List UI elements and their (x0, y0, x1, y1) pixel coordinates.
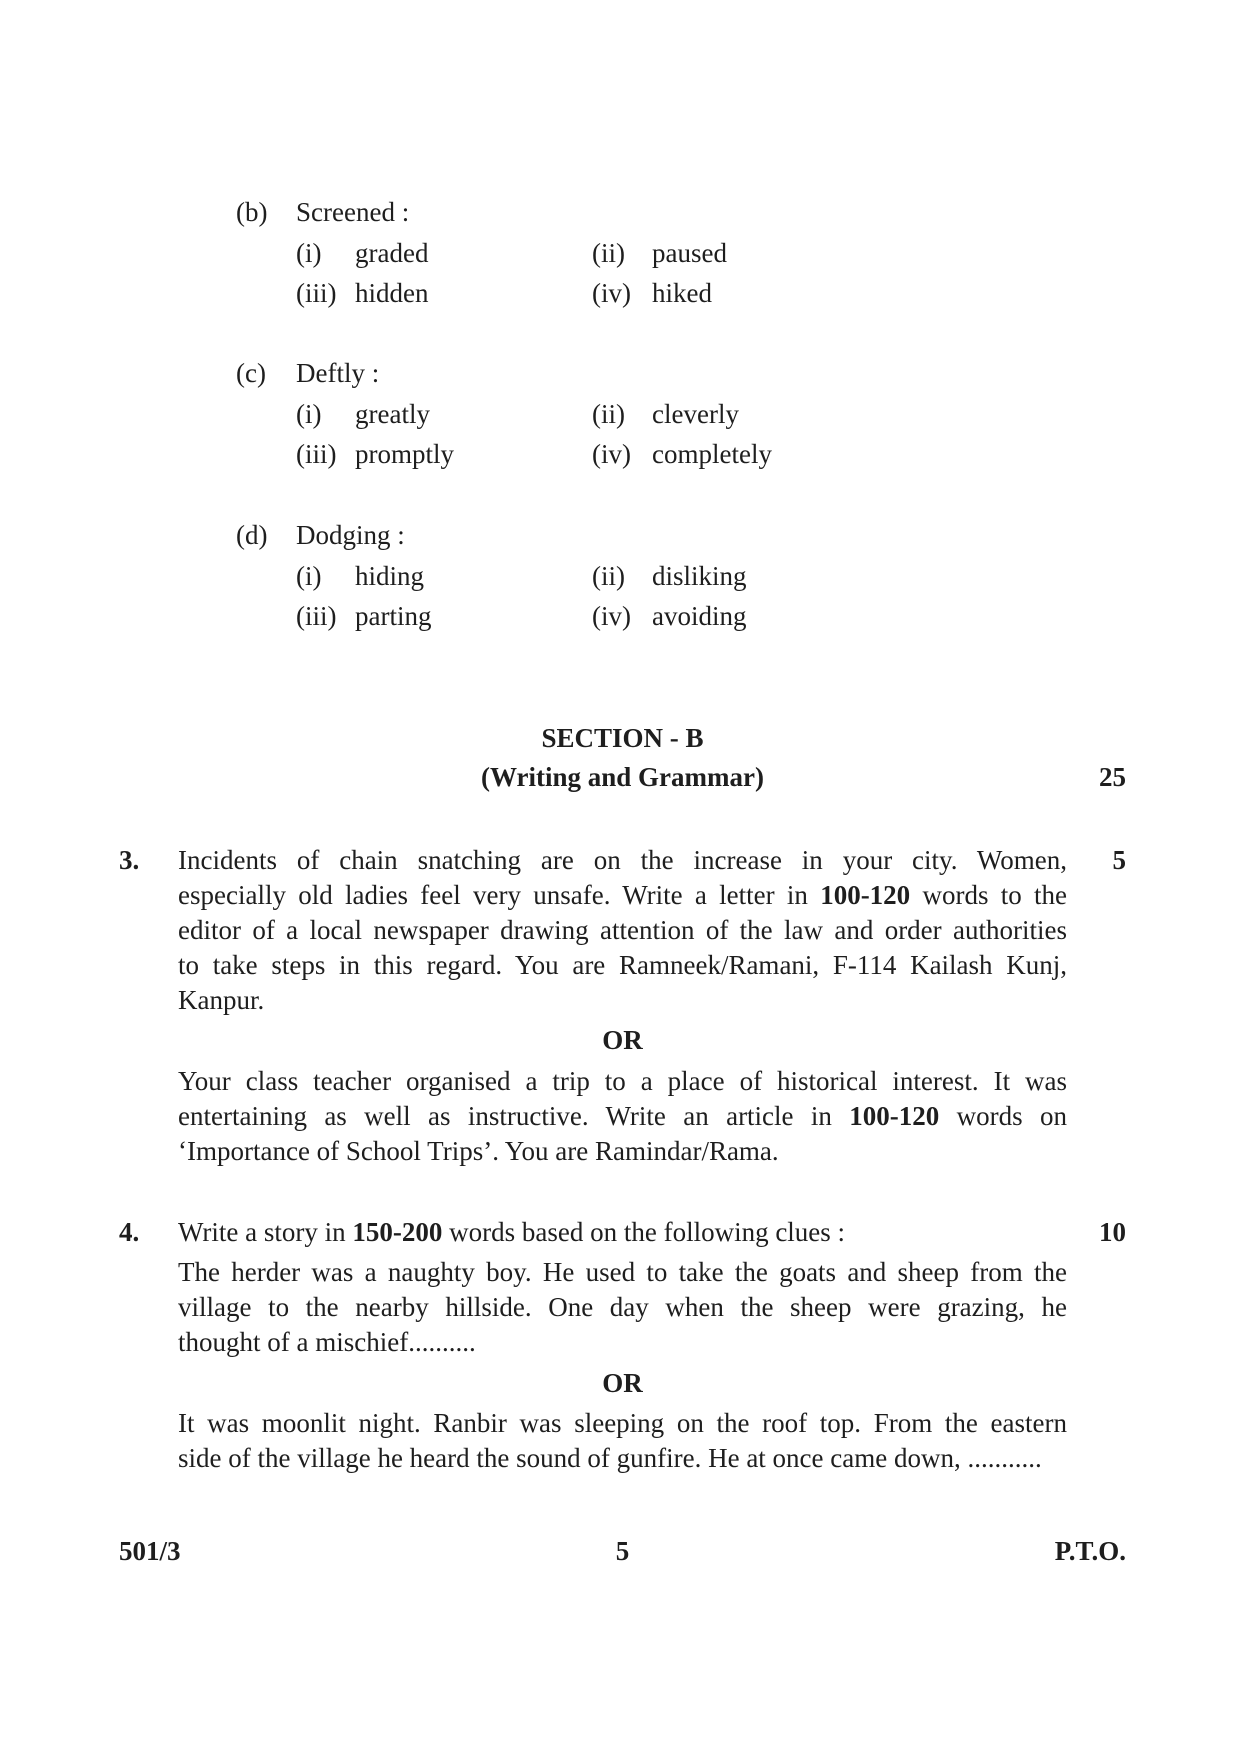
text-line: village to the nearby hillside. One day when the sheep were grazing, he (178, 1292, 1067, 1322)
text-line: editor of a local newspaper drawing attention of the law and order authorities (178, 915, 1067, 945)
option-number: (ii) (592, 237, 625, 268)
word-limit: 150-200 (352, 1217, 443, 1247)
option-number: (iii) (296, 439, 337, 469)
text-segment: words to the (910, 880, 1068, 910)
option-number: (i) (296, 237, 322, 268)
option-row (0, 233, 1240, 274)
question-3-option-b (178, 1064, 1067, 1169)
option-row (0, 394, 1240, 435)
text-segment: especially old ladies feel very unsafe. Write a letter in (178, 880, 821, 910)
question-3-option-a (178, 843, 1067, 1018)
text-line: thought of a mischief.......... (178, 1327, 476, 1357)
text-segment: words on (939, 1101, 1067, 1131)
option-text: disliking (652, 560, 747, 591)
text-segment: words based on the following clues : (442, 1217, 846, 1247)
item-word: Screened : (296, 197, 410, 227)
option-text: paused (652, 237, 727, 268)
please-turn-over: P.T.O. (1054, 1536, 1126, 1566)
option-number: (iv) (592, 439, 631, 469)
paper-code: 501/3 (119, 1536, 181, 1566)
text-line: side of the village he heard the sound of gunfire. He at once came down, ........... (178, 1443, 1042, 1473)
or-separator: OR (602, 1025, 643, 1055)
item-word: Dodging : (296, 520, 405, 550)
section-title: SECTION - B (541, 723, 704, 753)
option-row (0, 596, 1240, 637)
option-text: cleverly (652, 398, 739, 429)
question-marks: 10 (1099, 1217, 1126, 1247)
mcq-item-d (0, 515, 1240, 637)
text-line (178, 1099, 1067, 1134)
option-number: (iii) (296, 601, 337, 631)
mcq-word-row (0, 515, 1240, 556)
mcq-item-c (0, 353, 1240, 475)
option-text: greatly (355, 398, 430, 429)
mcq-word-row (0, 353, 1240, 394)
question-number: 3. (119, 845, 140, 875)
text-line (178, 1215, 1067, 1250)
text-line: The herder was a naughty boy. He used to take the goats and sheep from the (178, 1257, 1067, 1287)
option-text: completely (652, 439, 772, 469)
word-limit: 100-120 (849, 1101, 940, 1131)
text-line: Kanpur. (178, 985, 265, 1015)
option-number: (i) (296, 560, 322, 591)
option-row (0, 434, 1240, 475)
text-segment: entertaining as well as instructive. Write an article in (178, 1101, 850, 1131)
question-4-option-b (178, 1406, 1067, 1476)
question-4-prompt (178, 1215, 1067, 1250)
item-label: (b) (236, 197, 268, 227)
question-4-option-a (178, 1255, 1067, 1360)
text-line: ‘Importance of School Trips’. You are Ramindar/Rama. (178, 1136, 779, 1166)
text-line: Incidents of chain snatching are on the increase in your city. Women, (178, 845, 1067, 875)
option-number: (ii) (592, 560, 625, 591)
text-line: Your class teacher organised a trip to a place of historical interest. It was (178, 1066, 1067, 1096)
section-subtitle: (Writing and Grammar) (481, 762, 764, 792)
option-row (0, 556, 1240, 597)
option-number: (ii) (592, 398, 625, 429)
question-number: 4. (119, 1217, 140, 1247)
option-row (0, 273, 1240, 314)
text-segment: Write a story in (178, 1217, 353, 1247)
item-label: (d) (236, 520, 268, 550)
mcq-item-b (0, 192, 1240, 314)
option-text: hiked (652, 278, 712, 308)
mcq-word-row (0, 192, 1240, 233)
item-label: (c) (236, 358, 266, 388)
option-text: hidden (355, 278, 429, 308)
option-number: (iv) (592, 278, 631, 308)
option-number: (i) (296, 398, 322, 429)
text-line: to take steps in this regard. You are Ramneek/Ramani, F-114 Kailash Kunj, (178, 950, 1067, 980)
option-text: hiding (355, 560, 425, 591)
page-number: 5 (615, 1536, 630, 1566)
word-limit: 100-120 (820, 880, 911, 910)
option-text: parting (355, 601, 432, 631)
item-word: Deftly : (296, 358, 380, 388)
option-text: avoiding (652, 601, 747, 631)
option-number: (iii) (296, 278, 337, 308)
option-text: promptly (355, 439, 454, 469)
text-line: It was moonlit night. Ranbir was sleeping on the roof top. From the eastern (178, 1408, 1067, 1438)
option-number: (iv) (592, 601, 631, 631)
option-text: graded (355, 237, 429, 268)
section-marks: 25 (1099, 762, 1126, 792)
text-line (178, 878, 1067, 913)
or-separator: OR (602, 1368, 643, 1398)
question-marks: 5 (1112, 845, 1126, 875)
